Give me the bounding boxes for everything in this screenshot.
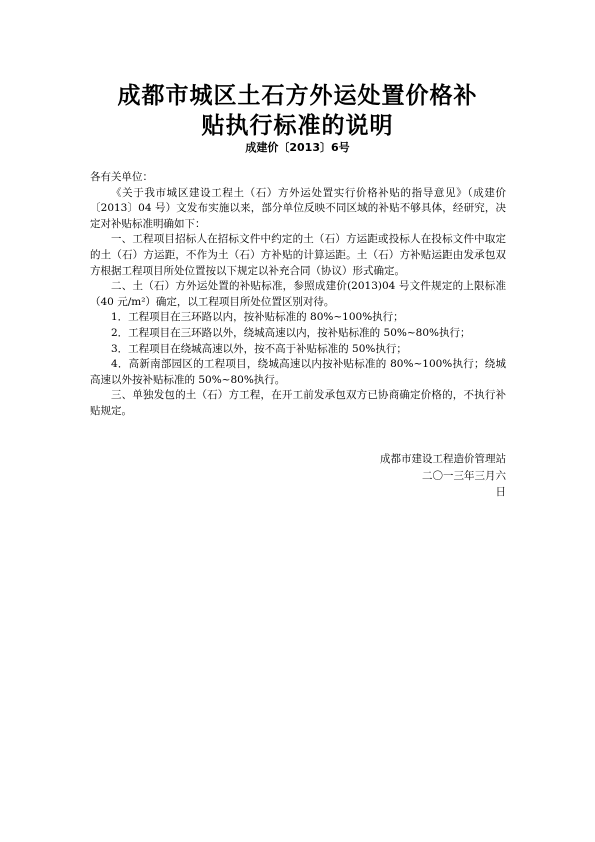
signature-date-line-1: 二〇一三年三月六 — [422, 470, 506, 482]
salutation: 各有关单位： — [90, 171, 153, 183]
clause-one: 一、工程项目招标人在招标文件中约定的土（石）方运距或投标人在投标文件中取定的土（石）方运距，不作为土（石）方补贴的计算运距。土（石）方补贴运距由发承包双方根据工程项目所处位置按以下规定以补充合同（协议）形式确定。 — [90, 233, 506, 277]
clause-two-sub-1: 1．工程项目在三环路以内，按补贴标准的 80%~100%执行； — [111, 311, 404, 324]
document-title-line-2: 贴执行标准的说明 — [201, 113, 394, 139]
clause-two: 二、土（石）方外运处置的补贴标准，参照成建价(2013)04 号文件规定的上限标准（40 元/m²）确定，以工程项目所处位置区别对待。 — [90, 280, 506, 308]
clause-two-sub-4: 4．高新南部园区的工程项目，绕城高速以内按补贴标准的 80%~100%执行；绕城高速以外按补贴标准的 50%~80%执行。 — [90, 358, 506, 386]
signature-date-line-2: 日 — [495, 486, 506, 498]
clause-three: 三、单独发包的土（石）方工程，在开工前发承包双方已协商确定价格的，不执行补贴规定。 — [90, 389, 506, 417]
document-title-line-1: 成都市城区土石方外运处置价格补 — [117, 83, 478, 109]
intro-paragraph: 《关于我市城区建设工程土（石）方外运处置实行价格补贴的指导意见》（成建价〔2013〕04 号）文发布实施以来，部分单位反映不同区域的补贴不够具体，经研究，决定对补贴标准明确如下： — [90, 186, 506, 230]
clause-two-sub-2: 2．工程项目在三环路以外，绕城高速以内，按补贴标准的 50%~80%执行； — [111, 326, 471, 339]
clause-two-sub-3: 3．工程项目在绕城高速以外，按不高于补贴标准的 50%执行； — [111, 342, 407, 355]
signature-organization: 成都市建设工程造价管理站 — [380, 453, 506, 465]
document-body — [90, 170, 506, 420]
document-number: 成建价〔2013〕6号 — [245, 141, 350, 154]
